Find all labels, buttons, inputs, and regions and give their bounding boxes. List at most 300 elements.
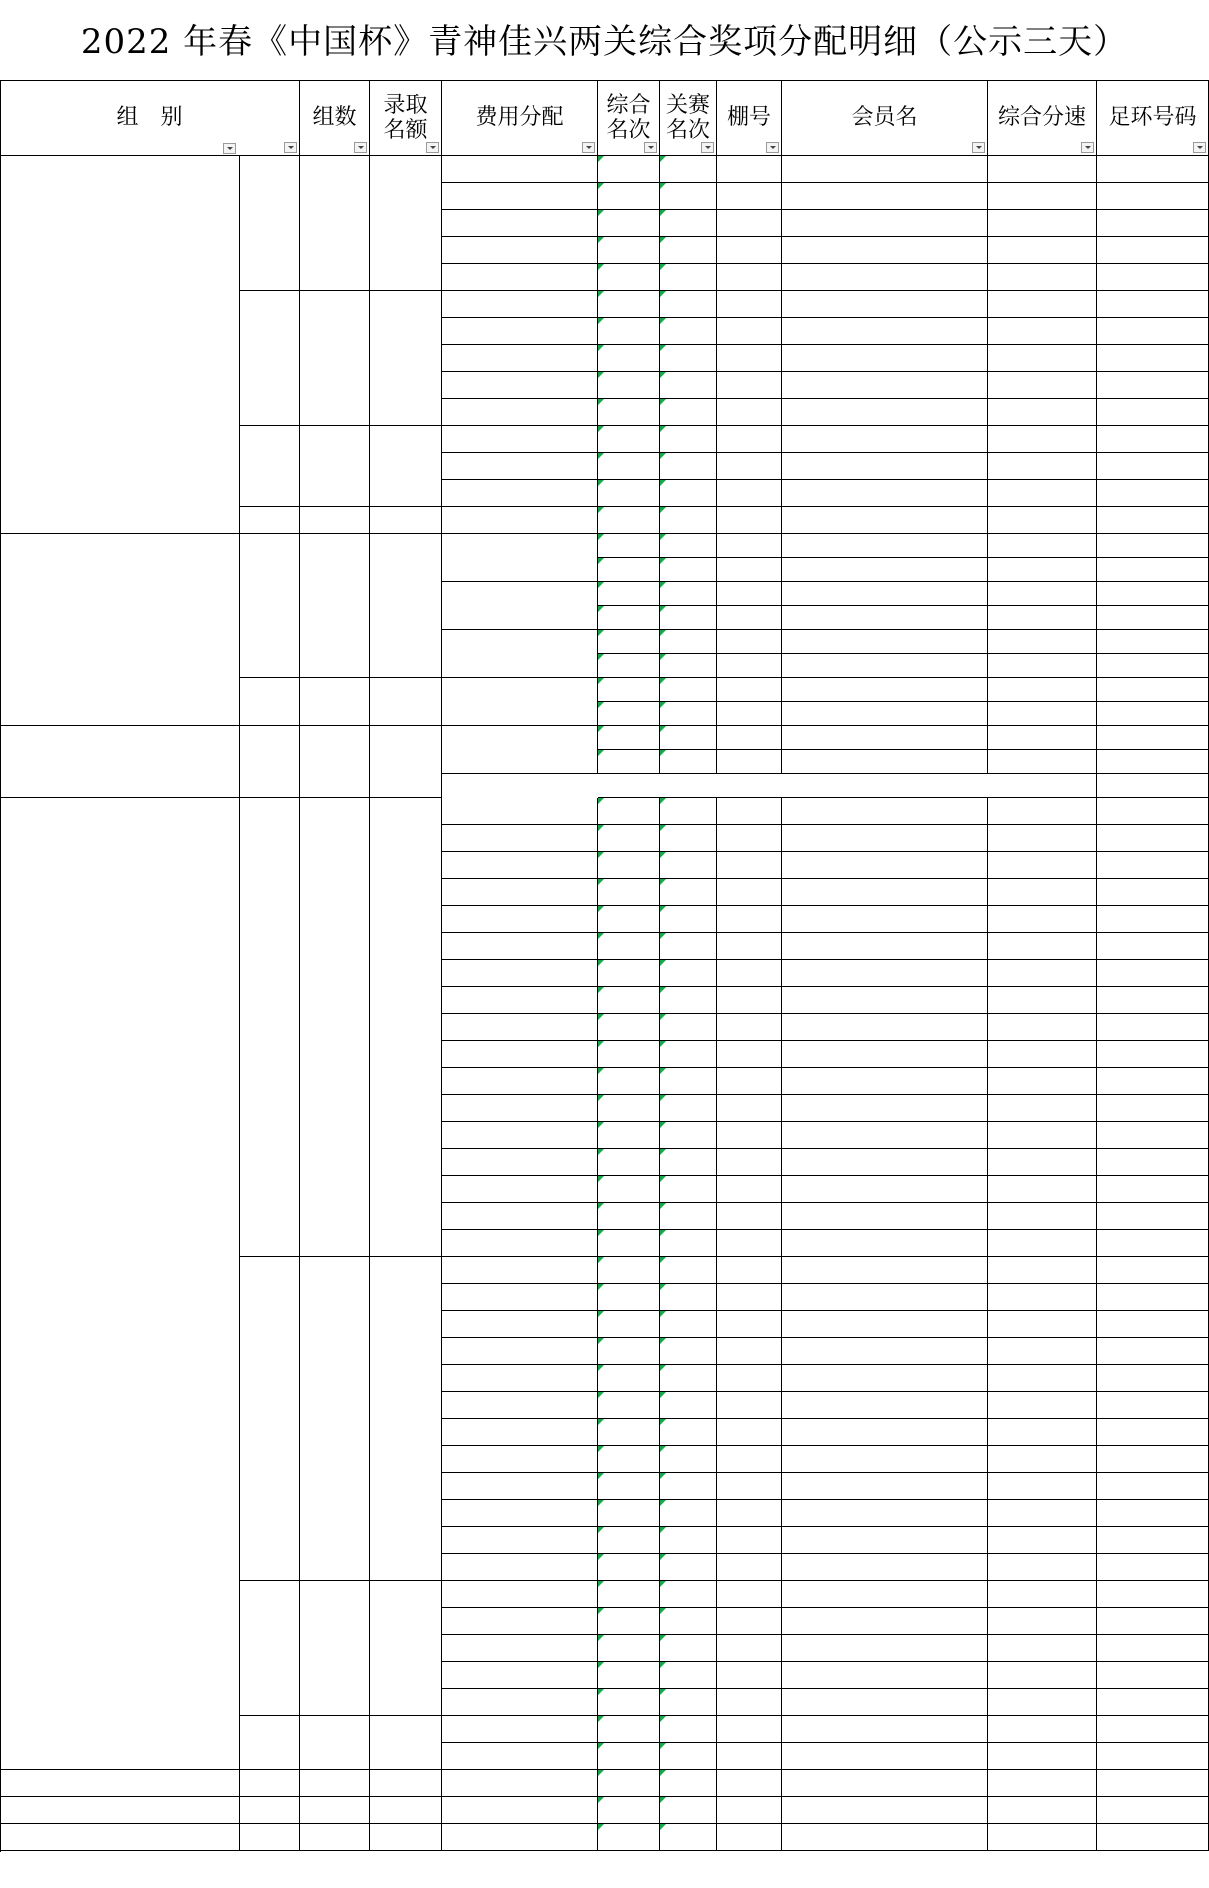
speed-cell [988,1284,1097,1311]
fee-level-cell [240,426,300,507]
header-loft-label: 棚号 [726,105,771,130]
cell-flag-icon [598,237,604,243]
prize-rank-cell [442,1446,598,1473]
rank-total-cell [598,210,660,237]
cell-flag-icon [660,183,666,189]
prize-rank-cell [442,1581,598,1608]
loft-cell [717,1257,782,1284]
cell-flag-icon [598,345,604,351]
member-name-cell [782,852,988,879]
speed-cell [988,1095,1097,1122]
cell-flag-icon [660,1473,666,1479]
loft-cell [717,291,782,318]
rank-pass-cell [660,1392,717,1419]
speed-cell [988,1770,1097,1797]
prize-rank-cell [442,426,598,453]
prize-rank-cell [442,183,598,210]
loft-cell [717,1338,782,1365]
cell-flag-icon [598,933,604,939]
cell-flag-icon [660,1581,666,1587]
cell-flag-icon [598,1203,604,1209]
header-fee-label: 费用分配 [475,105,564,130]
ring-number-cell [1097,264,1209,291]
loft-cell [717,1203,782,1230]
fee-level-cell [240,1581,300,1716]
cell-flag-icon [598,825,604,831]
rank-total-cell [598,702,660,726]
cell-flag-icon [660,237,666,243]
loft-cell [717,1770,782,1797]
speed-cell [988,1527,1097,1554]
rank-total-cell [598,1149,660,1176]
ring-number-cell [1097,1284,1209,1311]
cell-flag-icon [660,654,666,660]
header-member [782,80,988,156]
rank-total-cell [598,630,660,654]
rank-pass-cell [660,879,717,906]
fee-level-cell [240,1770,300,1797]
ring-number-cell [1097,798,1209,825]
loft-cell [717,318,782,345]
rank-pass-cell [660,1446,717,1473]
prize-rank-cell [442,1689,598,1716]
loft-cell [717,237,782,264]
ring-number-cell [1097,426,1209,453]
rank-pass-cell [660,1473,717,1500]
rank-total-cell [598,1284,660,1311]
member-name-cell [782,879,988,906]
cell-flag-icon [598,1311,604,1317]
rank-total-cell [598,678,660,702]
speed-cell [988,1365,1097,1392]
speed-cell [988,1122,1097,1149]
rank-total-cell [598,1743,660,1770]
rank-total-cell [598,1446,660,1473]
cell-flag-icon [660,750,666,756]
group-count-cell [300,534,370,678]
cell-flag-icon [660,1068,666,1074]
cell-flag-icon [660,630,666,636]
speed-cell [988,1419,1097,1446]
cell-flag-icon [598,1743,604,1749]
filter-dropdown-icon[interactable] [426,142,439,153]
rank-total-cell [598,1203,660,1230]
loft-cell [717,852,782,879]
prize-rank-cell [442,852,598,879]
ring-number-cell [1097,1608,1209,1635]
rank-pass-cell [660,507,717,534]
ring-number-cell [1097,453,1209,480]
member-name-cell [782,1527,988,1554]
cell-flag-icon [660,960,666,966]
prize-rank-cell [442,1203,598,1230]
ring-number-cell [1097,210,1209,237]
fee-level-cell [240,726,300,798]
rank-total-cell [598,1797,660,1824]
rank-pass-cell [660,1311,717,1338]
loft-cell [717,960,782,987]
prize-rank-cell [442,1662,598,1689]
filter-dropdown-icon[interactable] [1193,142,1206,153]
rank-total-cell [598,1554,660,1581]
ring-number-cell [1097,1014,1209,1041]
cell-flag-icon [598,630,604,636]
speed-cell [988,1581,1097,1608]
rank-total-cell [598,726,660,750]
cell-flag-icon [660,1284,666,1290]
cell-flag-icon [660,1149,666,1155]
speed-cell [988,1149,1097,1176]
prize-rank-cell [442,1068,598,1095]
cell-flag-icon [598,750,604,756]
cell-flag-icon [598,987,604,993]
speed-cell [988,879,1097,906]
cell-flag-icon [598,372,604,378]
cell-flag-icon [598,726,604,732]
speed-cell [988,399,1097,426]
cell-flag-icon [598,1500,604,1506]
cell-flag-icon [598,1284,604,1290]
cell-flag-icon [598,453,604,459]
rank-pass-cell [660,1149,717,1176]
cell-flag-icon [598,156,604,162]
cell-flag-icon [660,1365,666,1371]
rank-pass-cell [660,558,717,582]
member-name-cell [782,1041,988,1068]
speed-cell [988,798,1097,825]
loft-cell [717,1311,782,1338]
cell-flag-icon [598,1338,604,1344]
filter-dropdown-icon[interactable] [284,142,297,153]
prize-rank-cell [442,237,598,264]
group-name-cell [0,1770,240,1797]
cell-flag-icon [598,1527,604,1533]
loft-cell [717,702,782,726]
loft-cell [717,1554,782,1581]
rank-pass-cell [660,1716,717,1743]
ring-number-cell [1097,879,1209,906]
prize-rank-cell [442,1527,598,1554]
member-name-cell [782,1662,988,1689]
rank-pass-cell [660,1257,717,1284]
ring-number-cell [1097,1041,1209,1068]
member-name-cell [782,1284,988,1311]
loft-cell [717,726,782,750]
rank-pass-cell [660,1365,717,1392]
speed-cell [988,726,1097,750]
filter-dropdown-icon[interactable] [354,142,367,153]
ring-number-cell [1097,1689,1209,1716]
speed-cell [988,1608,1097,1635]
member-name-cell [782,726,988,750]
prize-rank-cell [442,1797,598,1824]
loft-cell [717,678,782,702]
cell-flag-icon [598,183,604,189]
member-name-cell [782,1419,988,1446]
rank-total-cell [598,480,660,507]
rank-pass-cell [660,1014,717,1041]
loft-cell [717,1743,782,1770]
filter-dropdown-icon[interactable] [972,142,985,153]
rank-total-cell [598,1473,660,1500]
cell-flag-icon [660,1392,666,1398]
filter-dropdown-icon[interactable] [223,143,236,154]
rank-pass-cell [660,630,717,654]
cell-flag-icon [598,798,604,804]
ring-number-cell [1097,606,1209,630]
loft-cell [717,1041,782,1068]
prize-rank-cell [442,987,598,1014]
member-name-cell [782,582,988,606]
rank-pass-cell [660,1743,717,1770]
quota-cell [370,156,442,291]
member-name-cell [782,1797,988,1824]
speed-cell [988,558,1097,582]
loft-cell [717,798,782,825]
loft-cell [717,183,782,210]
cell-flag-icon [660,291,666,297]
prize-rank-cell [442,1770,598,1797]
cell-flag-icon [660,1662,666,1668]
ring-number-cell [1097,507,1209,534]
rank-pass-cell [660,1581,717,1608]
cell-flag-icon [598,1689,604,1695]
rank-total-cell [598,1500,660,1527]
loft-cell [717,1095,782,1122]
rank-pass-cell [660,798,717,825]
prize-rank-cell [442,345,598,372]
member-name-cell [782,678,988,702]
quota-cell [370,1716,442,1770]
speed-cell [988,825,1097,852]
cell-flag-icon [660,933,666,939]
member-name-cell [782,183,988,210]
speed-cell [988,345,1097,372]
cell-flag-icon [598,1419,604,1425]
header-rank-pass [660,80,717,156]
rank-total-cell [598,852,660,879]
quota-cell [370,291,442,426]
cell-flag-icon [660,318,666,324]
group-count-cell [300,1824,370,1851]
prize-rank-cell [442,1257,598,1284]
speed-cell [988,750,1097,774]
ring-number-cell [1097,372,1209,399]
member-name-cell [782,750,988,774]
speed-cell [988,1176,1097,1203]
prize-rank-cell [442,879,598,906]
cell-flag-icon [598,1446,604,1452]
speed-cell [988,1446,1097,1473]
filter-dropdown-icon[interactable] [644,142,657,153]
loft-cell [717,507,782,534]
prize-rank-cell [442,372,598,399]
cell-flag-icon [598,1635,604,1641]
ring-number-cell [1097,1527,1209,1554]
cell-flag-icon [598,702,604,708]
speed-cell [988,156,1097,183]
loft-cell [717,264,782,291]
member-name-cell [782,372,988,399]
speed-cell [988,654,1097,678]
speed-cell [988,678,1097,702]
loft-cell [717,1608,782,1635]
rank-pass-cell [660,1527,717,1554]
header-speed [988,80,1097,156]
loft-cell [717,399,782,426]
cell-flag-icon [660,1122,666,1128]
rank-pass-cell [660,654,717,678]
ring-number-cell [1097,1311,1209,1338]
speed-cell [988,852,1097,879]
member-name-cell [782,453,988,480]
ring-number-cell [1097,1203,1209,1230]
cell-flag-icon [598,852,604,858]
speed-cell [988,1635,1097,1662]
filter-dropdown-icon[interactable] [701,142,714,153]
quota-cell [370,726,442,798]
speed-cell [988,1014,1097,1041]
cell-flag-icon [598,426,604,432]
cell-flag-icon [598,678,604,684]
speed-cell [988,1716,1097,1743]
rank-total-cell [598,987,660,1014]
prize-rank-cell [442,1095,598,1122]
ring-number-cell [1097,825,1209,852]
rank-total-cell [598,558,660,582]
quota-cell [370,1770,442,1797]
rank-total-cell [598,426,660,453]
rank-pass-cell [660,1338,717,1365]
speed-cell [988,534,1097,558]
rank-pass-cell [660,1500,717,1527]
header-loft [717,80,782,156]
cell-flag-icon [660,399,666,405]
cell-flag-icon [660,534,666,540]
member-name-cell [782,1203,988,1230]
filter-dropdown-icon[interactable] [766,142,779,153]
loft-cell [717,606,782,630]
loft-cell [717,1122,782,1149]
prize-rank-cell [442,1122,598,1149]
cell-flag-icon [598,1797,604,1803]
cell-flag-icon [660,1608,666,1614]
member-name-cell [782,1473,988,1500]
member-name-cell [782,210,988,237]
cell-flag-icon [598,1230,604,1236]
cell-flag-icon [660,1554,666,1560]
cell-flag-icon [598,1662,604,1668]
prize-rank-cell [442,1392,598,1419]
prize-rank-cell [442,480,598,507]
prize-rank-cell [442,156,598,183]
cell-flag-icon [598,1095,604,1101]
cell-flag-icon [660,372,666,378]
filter-dropdown-icon[interactable] [1081,142,1094,153]
speed-cell [988,1257,1097,1284]
rank-total-cell [598,291,660,318]
rank-total-cell [598,933,660,960]
prize-rank-cell [442,726,598,774]
rank-total-cell [598,606,660,630]
cell-flag-icon [660,1446,666,1452]
loft-cell [717,1230,782,1257]
header-rank-total [598,80,660,156]
group-count-cell [300,426,370,507]
prize-rank-cell [442,1419,598,1446]
prize-rank-cell [442,1554,598,1581]
cell-flag-icon [598,1473,604,1479]
prize-rank-cell [442,399,598,426]
ring-number-cell [1097,399,1209,426]
cell-flag-icon [598,1068,604,1074]
ring-number-cell [1097,987,1209,1014]
member-name-cell [782,1608,988,1635]
filter-dropdown-icon[interactable] [582,142,595,153]
ring-number-cell [1097,1257,1209,1284]
ring-number-cell [1097,291,1209,318]
speed-cell [988,1662,1097,1689]
header-quota [370,80,442,156]
speed-cell [988,702,1097,726]
loft-cell [717,210,782,237]
ring-number-cell [1097,1446,1209,1473]
rank-pass-cell [660,1068,717,1095]
ring-number-cell [1097,1716,1209,1743]
cell-flag-icon [598,1392,604,1398]
quota-cell [370,1824,442,1851]
cell-flag-icon [598,1716,604,1722]
cell-flag-icon [660,1500,666,1506]
prize-rank-cell [442,318,598,345]
rank-total-cell [598,183,660,210]
rank-pass-cell [660,750,717,774]
cell-flag-icon [598,1257,604,1263]
ring-number-cell [1097,558,1209,582]
fee-level-cell [240,156,300,291]
group-count-cell [300,1581,370,1716]
cell-flag-icon [598,480,604,486]
fee-level-cell [240,1824,300,1851]
rank-pass-cell [660,210,717,237]
ring-number-cell [1097,345,1209,372]
prize-rank-cell [442,507,598,534]
ring-number-cell [1097,1419,1209,1446]
member-name-cell [782,237,988,264]
rank-pass-cell [660,291,717,318]
cell-flag-icon [660,345,666,351]
quota-cell [370,798,442,1257]
ring-number-cell [1097,534,1209,558]
rank-pass-cell [660,1689,717,1716]
cell-flag-icon [660,825,666,831]
loft-cell [717,1662,782,1689]
member-name-cell [782,1554,988,1581]
cell-flag-icon [660,1689,666,1695]
member-name-cell [782,1689,988,1716]
cell-flag-icon [598,210,604,216]
cell-flag-icon [660,1770,666,1776]
cell-flag-icon [598,264,604,270]
cell-flag-icon [660,879,666,885]
fee-level-cell [240,1797,300,1824]
member-name-cell [782,399,988,426]
rank-pass-cell [660,726,717,750]
speed-cell [988,987,1097,1014]
cell-flag-icon [660,1419,666,1425]
rank-pass-cell [660,582,717,606]
member-name-cell [782,534,988,558]
